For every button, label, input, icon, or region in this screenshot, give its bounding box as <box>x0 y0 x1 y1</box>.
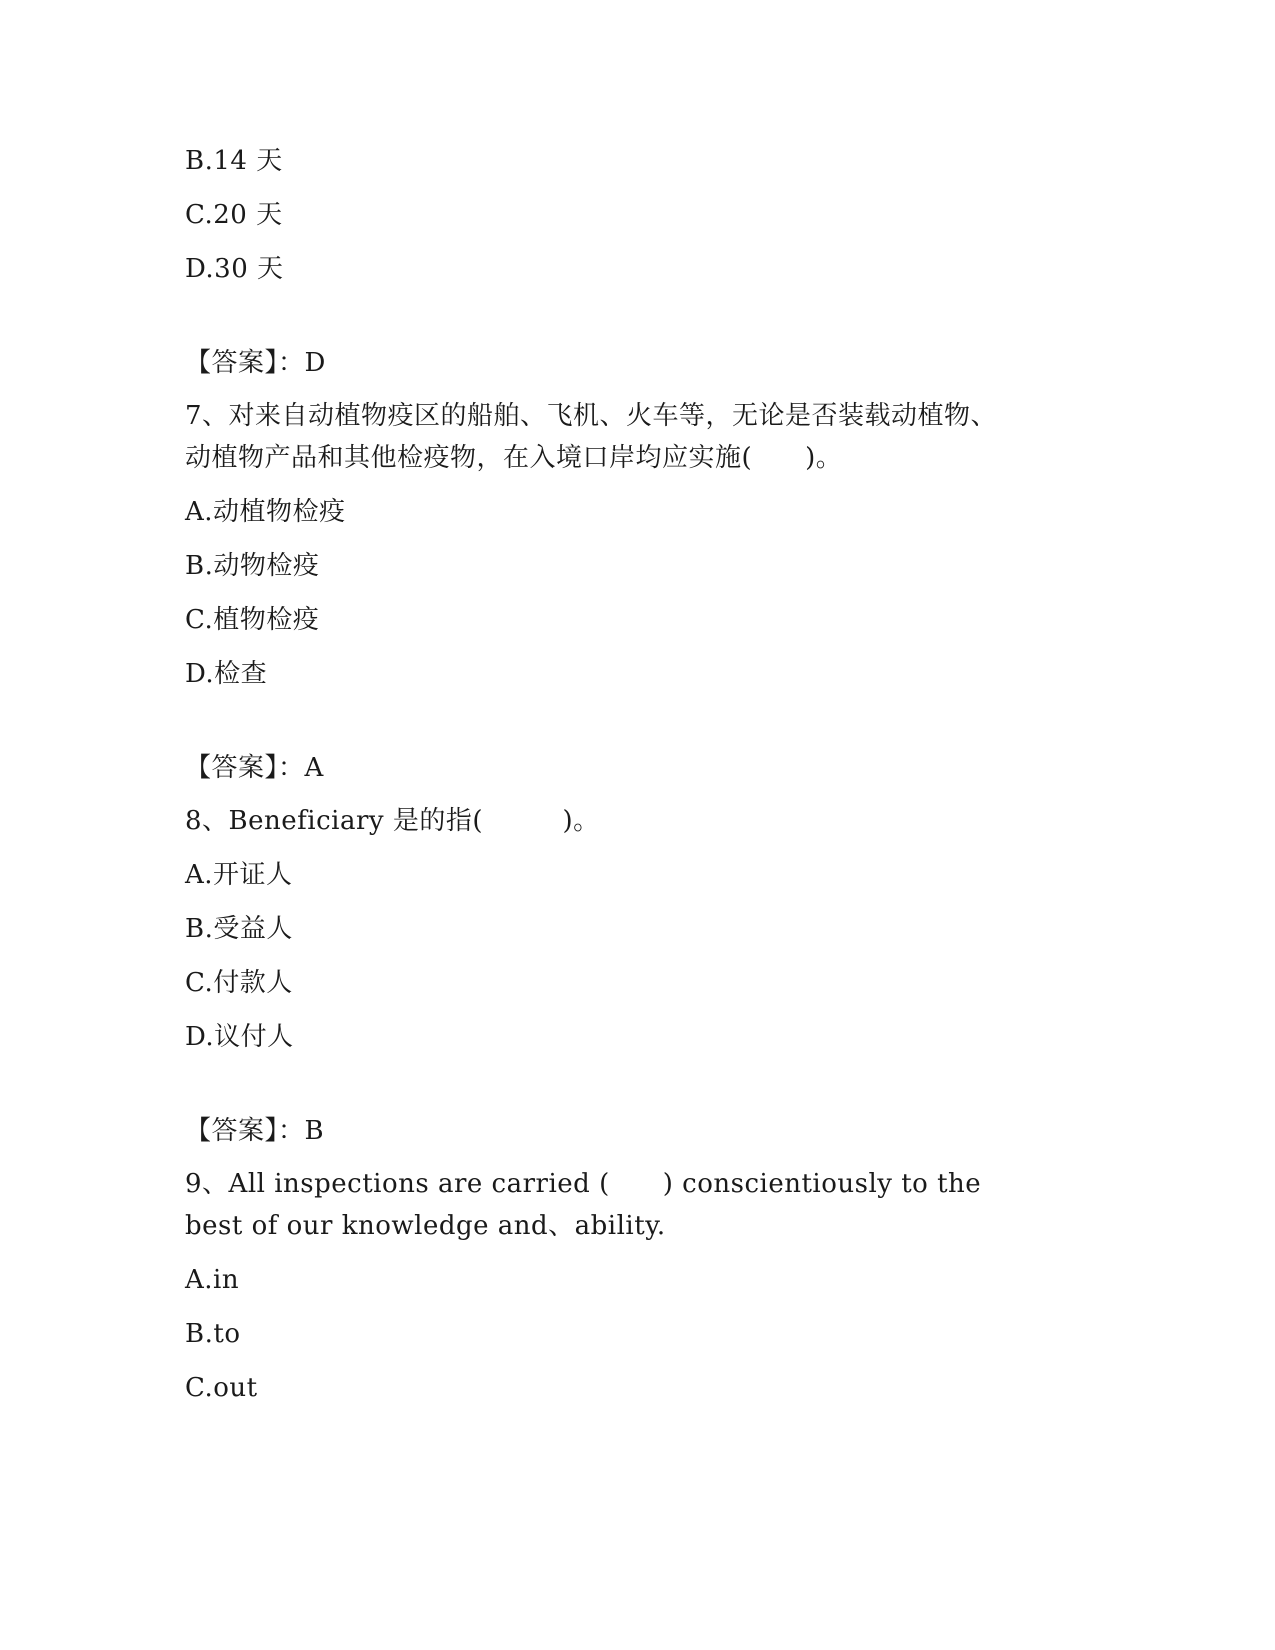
q8-option-c: C.付款人 <box>185 968 293 998</box>
q7-stem-line1: 7、对来自动植物疫区的船舶、飞机、火车等，无论是否装载动植物、 <box>185 401 998 431</box>
q8-option-d: D.议付人 <box>185 1022 294 1052</box>
q6-option-c: C.20 天 <box>185 200 283 230</box>
q7-stem-line2: 动植物产品和其他检疫物，在入境口岸均应实施( )。 <box>185 443 843 473</box>
q8-option-b: B.受益人 <box>185 914 293 944</box>
q8-option-a: A.开证人 <box>185 860 293 890</box>
q9-stem-line1: 9、All inspections are carried ( ) conscientiously to the <box>185 1169 982 1199</box>
q6-option-d: D.30 天 <box>185 254 284 284</box>
q7-option-d: D.检查 <box>185 659 268 689</box>
q6-answer: 【答案】：D <box>185 348 326 378</box>
q6-option-b: B.14 天 <box>185 146 283 176</box>
q9-option-a: A.in <box>185 1265 240 1295</box>
q9-stem-line2: best of our knowledge and、ability. <box>185 1211 666 1241</box>
q9-option-b: B.to <box>185 1319 241 1349</box>
q7-option-a: A.动植物检疫 <box>185 497 346 527</box>
q9-option-c: C.out <box>185 1373 258 1403</box>
q8-stem-line1: 8、Beneficiary 是的指( )。 <box>185 806 600 836</box>
q7-option-c: C.植物检疫 <box>185 605 320 635</box>
q8-answer: 【答案】：B <box>185 1116 325 1146</box>
q7-answer: 【答案】：A <box>185 753 324 783</box>
q7-option-b: B.动物检疫 <box>185 551 320 581</box>
